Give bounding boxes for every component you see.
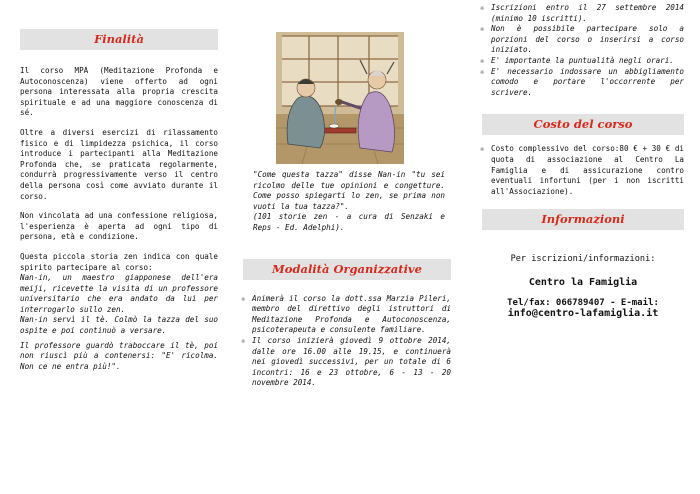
email-address[interactable]: info@centro-lafamiglia.it — [507, 308, 659, 320]
zen-story-part-2: Nan-in servì il tè. Colmò la tazza del suo ospite e poi continuò a versare. — [20, 315, 218, 336]
column-middle — [243, 0, 451, 389]
finalita-paragraph-1: Il corso MPA (Meditazione Profonda e Autoconoscenza) viene offerto ad ogni persona interessata alla propria crescita spirituale e ad una maggiore conoscenza di sé. — [20, 66, 218, 118]
costo-item: ❈ Costo complessivo del corso:80 € + 30 € di quota di associazione al Centro La Famiglia e di assicurazione contro eventuali infortuni (per i non iscritti all'Associazione). — [482, 144, 684, 197]
contact-intro: Per iscrizioni/informazioni: — [510, 254, 656, 265]
finalita-paragraph-4: Questa piccola storia zen indica con quale spirito partecipare al corso: — [20, 251, 218, 272]
column-left — [20, 0, 218, 372]
section-heading-finalita: Finalità — [20, 29, 218, 50]
modalita-item-no-partial: ❈ Non è possibile partecipare solo a porzioni del corso o inserirsi a corso iniziato. — [482, 24, 684, 56]
modalita-list — [243, 294, 451, 389]
modalita-item-punctuality: ❈ E' importante la puntualità negli orari. — [482, 56, 684, 67]
modalita-item-registration: ❈ Iscrizioni entro il 27 settembre 2014 (minimo 10 iscritti). — [482, 3, 684, 24]
phone-line: Tel/fax: 066789407 - E-mail: — [507, 298, 659, 309]
zen-quote: "Come questa tazza" disse Nan-in "tu sei ricolmo delle tue opinioni e congetture. Come posso spiegarti lo zen, se prima non vuoti la tua tazza?". — [253, 170, 445, 211]
column-right — [482, 0, 684, 319]
costo-list — [482, 144, 684, 197]
modalita-list-continued — [482, 3, 684, 98]
section-heading-modalita: Modalità Organizzative — [243, 259, 451, 280]
zen-story-part-1: Nan-in, un maestro giapponese dell'era meiji, ricevette la visita di un professore universitario che era andato da lui per interrogarlo sullo zen. — [20, 273, 218, 314]
section-heading-costo: Costo del corso — [482, 114, 684, 135]
modalita-item-schedule: ❈ Il corso inizierà giovedì 9 ottobre 2014, dalle ore 16.00 alle 19.15, e continuerà nei giovedì successivi, per un totale di 6 incontri: 16 e 23 ottobre, 6 - 13 - 20 novembre 2014. — [243, 336, 451, 389]
section-heading-informazioni: Informazioni — [482, 209, 684, 230]
zen-quote-source: (101 storie zen - a cura di Senzaki e Reps - Ed. Adelphi). — [253, 212, 445, 232]
finalita-paragraph-3: Non vincolata ad una confessione religiosa, l'esperienza è aperta ad ogni tipo di persona, età e condizione. — [20, 211, 218, 242]
zen-story-part-3: Il professore guardò traboccare il tè, poi non riuscì più a contenersi: "E' ricolma. Non ce ne entra più!". — [20, 340, 218, 371]
modalita-item-clothing: ❈ E' necessario indossare un abbigliamento comodo e portare l'occorrente per scrivere. — [482, 67, 684, 99]
contact-block — [482, 230, 684, 319]
organization-name: Centro la Famiglia — [528, 277, 638, 289]
finalita-paragraph-2: Oltre a diversi esercizi di rilassamento fisico e di limpidezza psichica, il corso introduce i partecipanti alla Meditazione Profonda che, se praticata regolarmente, condurrà progressivamente verso il centro della persona così come avviato durante il corso. — [20, 127, 218, 201]
modalita-item-instructor: ❈ Animerà il corso la dott.ssa Marzia Pileri, membro del direttivo degli istruttori di Meditazione Profonda e Autoconoscenza, psicoterapeuta e consulente familiare. — [243, 294, 451, 336]
